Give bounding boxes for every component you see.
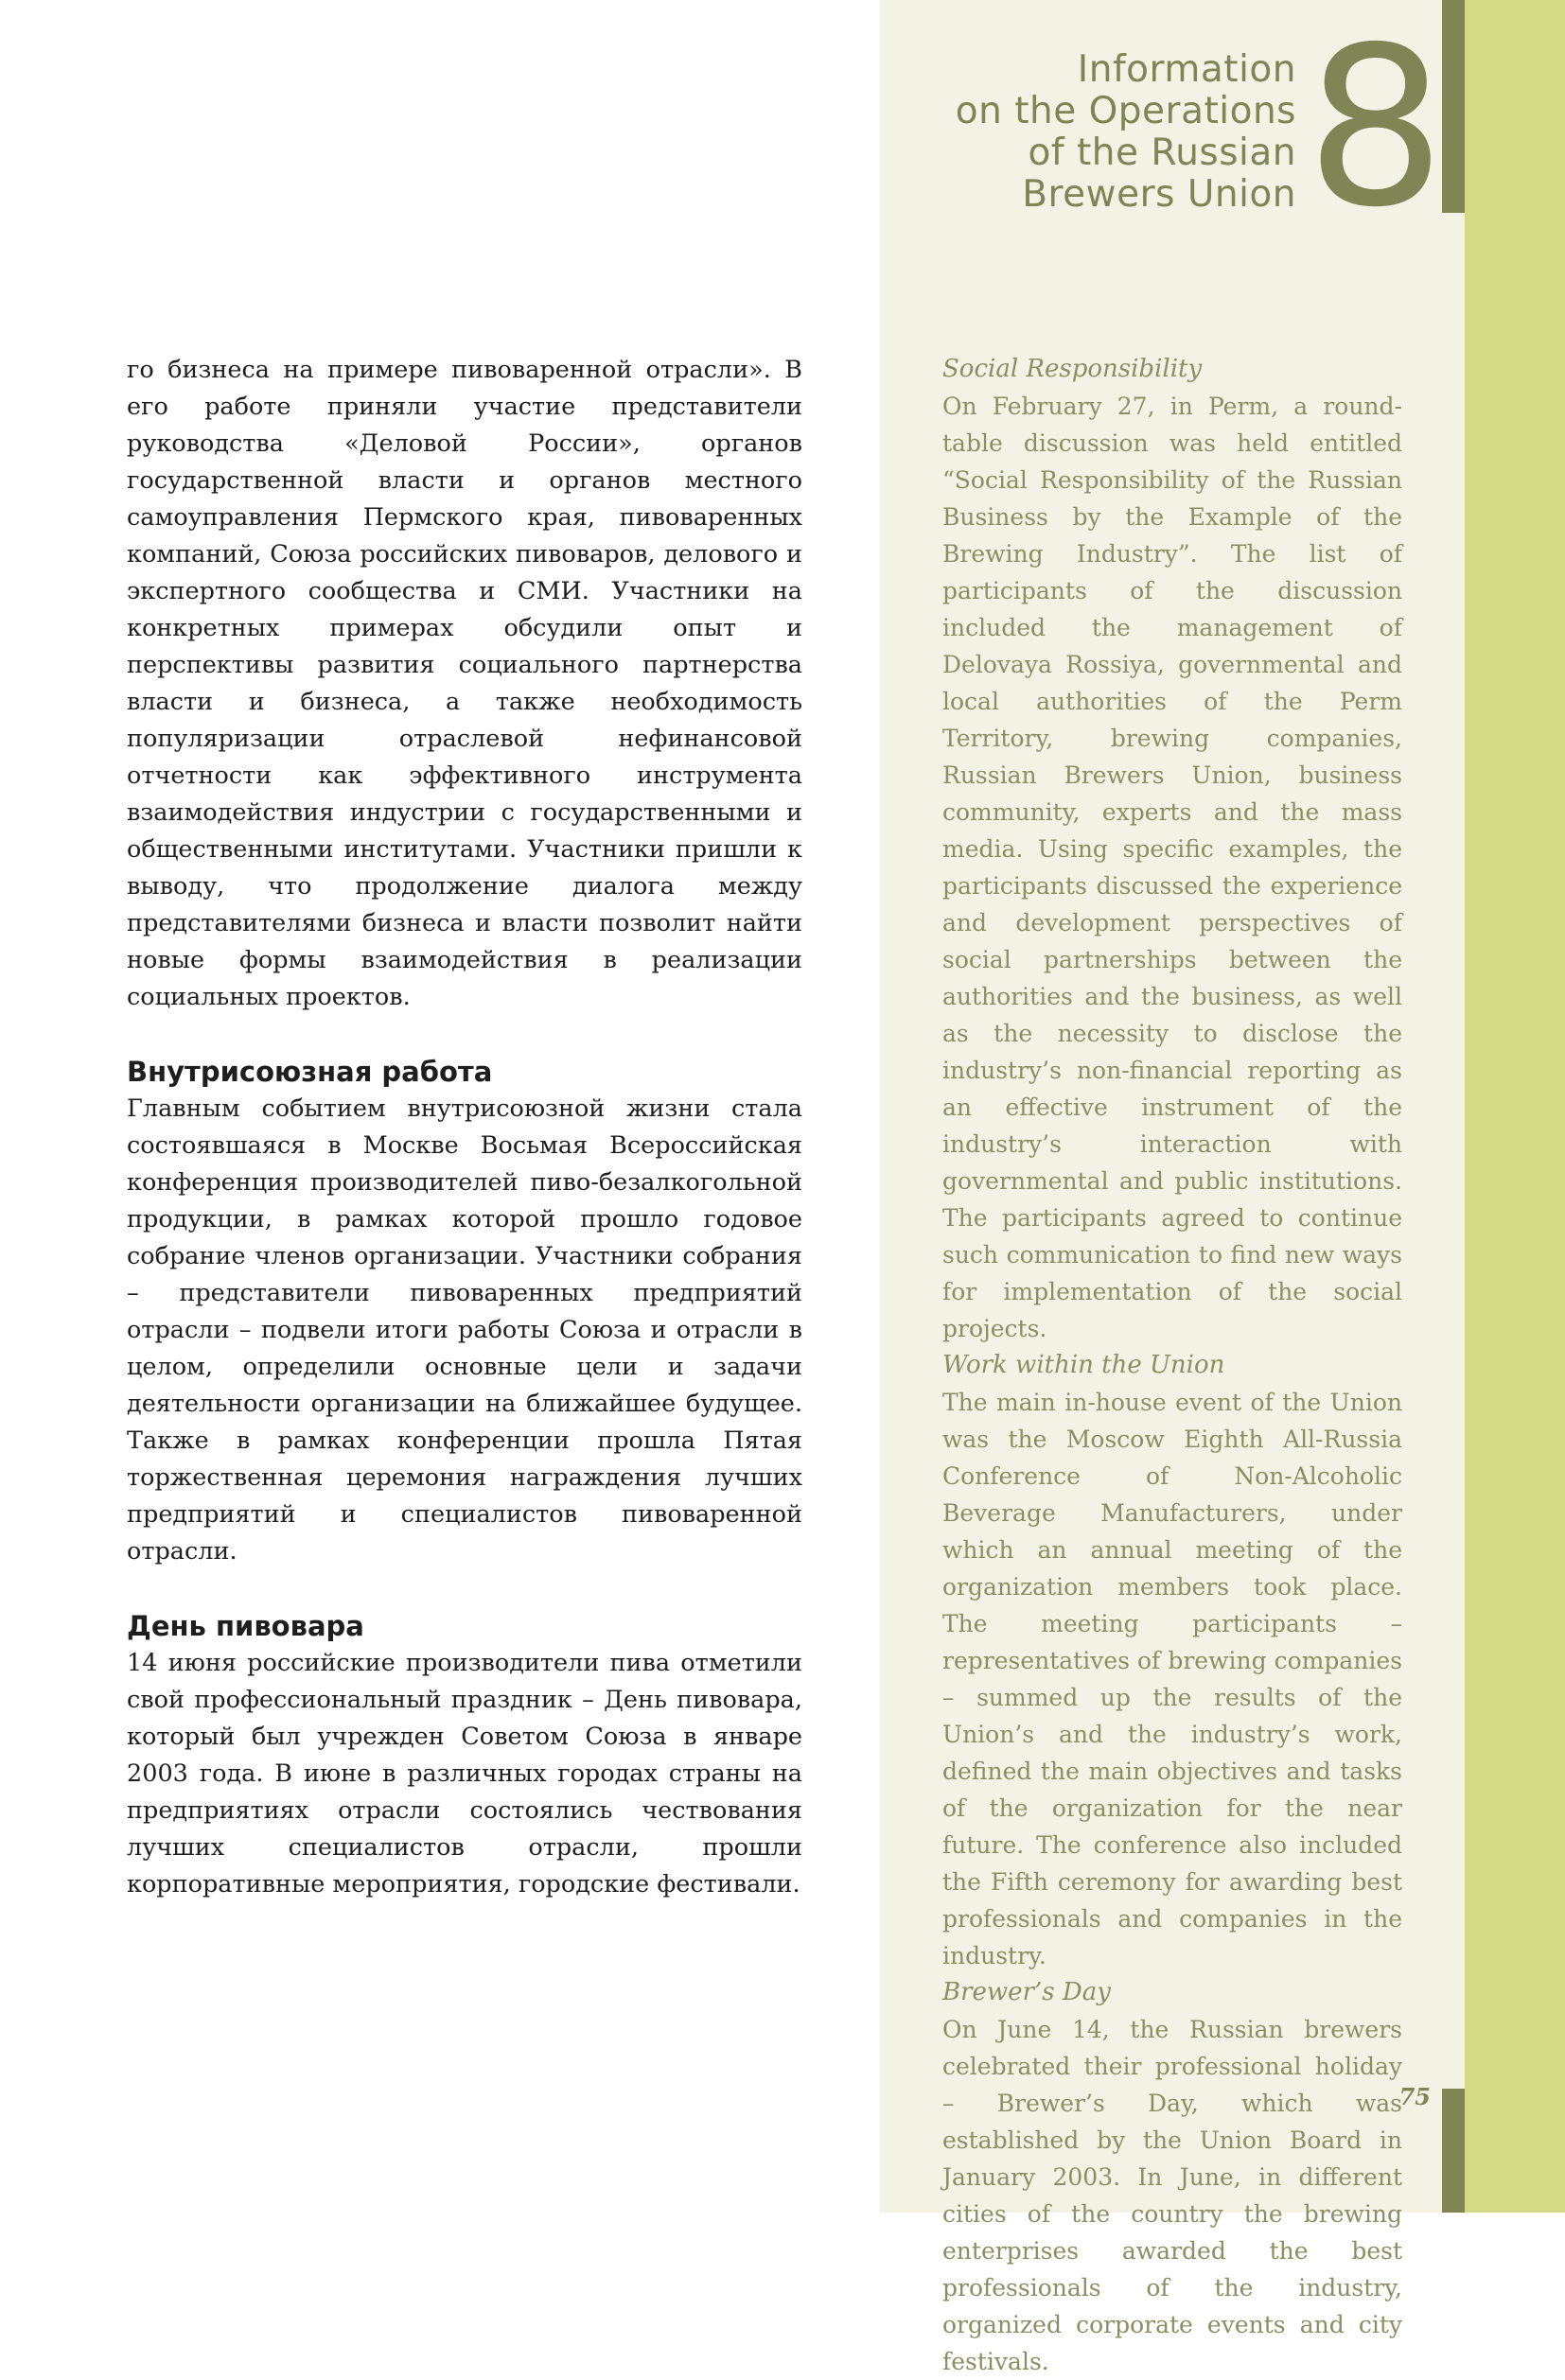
section-text-union-work: Главным событием внутрисоюзной жизни стала состоявшаяся в Москве Восьмая Всероссийская конференция производителей пиво-безалкогольной продукции, в рамках которой прошло годовое собрание членов организации. Участники собрания – представители пивоваренных предприятий отрасли – подвели итоги работы Союза и отрасли в целом, определили основные цели и задачи деятельности организации на ближайшее будущее. Также в рамках конференции прошла Пятая торжественная церемония награждения лучших предприятий и специалистов пивоваренной отрасли. bbox=[127, 1094, 802, 1566]
text-brewers-day: On June 14, the Russian brewers celebrated their professional holiday – Brewer’s Day, which was established by the Union Board in January 2003. In June, in different cities of the country the brewing enterprises awarded the best professionals of the industry, organized corporate events and city festivals. bbox=[942, 2016, 1402, 2375]
section-text-brewers-day: 14 июня российские производители пива отметили свой профессиональный праздник – День пивовара, который был учрежден Советом Союза в январе 2003 года. В июне в различных городах страны на предприятиях отрасли состоялись чествования лучших специалистов отрасли, прошли корпоративные мероприятия, городские фестивали. bbox=[127, 1649, 802, 1899]
text-social-responsibility: On February 27, in Perm, a round-table discussion was held entitled “Social Responsibility of the Russian Business by the Example of the Brewing Industry”. The list of participants of the discussion included the management of Delovaya Rossiya, governmental and local authorities of the Perm Territory, brewing companies, Russian Brewers Union, business community, experts and the mass media. Using specific examples, the participants discussed the experience and development perspectives of social partnerships between the authorities and the business, as well as the necessity to disclose the industry’s non-financial reporting as an effective instrument of the industry’s interaction with governmental and public institutions. The participants agreed to continue such communication to find new ways for implementation of the social projects. bbox=[942, 393, 1402, 1342]
chapter-title-line: Information bbox=[1077, 48, 1296, 91]
text-work-within-union: The main in-house event of the Union was the Moscow Eighth All-Russia Conference of Non-Alcoholic Beverage Manufacturers, under which an annual meeting of the organization members took place. The meeting participants – representatives of brewing companies – summed up the results of the Union’s and the industry’s work, defined the main objectives and tasks of the organization for the near future. The conference also included the Fifth ceremony for awarding best professionals and companies in the industry. bbox=[942, 1389, 1402, 1969]
section-heading-brewers-day: День пивовара bbox=[127, 1610, 364, 1642]
page-edge-strip bbox=[1465, 0, 1565, 2213]
heading-work-within-union: Work within the Union bbox=[942, 1351, 1225, 1379]
chapter-title bbox=[899, 49, 1296, 216]
chapter-title-line: on the Operations bbox=[955, 90, 1296, 132]
chapter-title-line: of the Russian bbox=[1028, 131, 1296, 174]
heading-brewers-day: Brewer’s Day bbox=[942, 1978, 1111, 2006]
heading-social-responsibility: Social Responsibility bbox=[942, 355, 1203, 383]
english-text-column bbox=[942, 351, 1402, 2380]
section-heading-union-work: Внутрисоюзная работа bbox=[127, 1056, 493, 1088]
russian-text-column bbox=[127, 352, 802, 1903]
page-number-tab-bar bbox=[1442, 2089, 1465, 2213]
page-number: 75 bbox=[1398, 2083, 1431, 2110]
intro-paragraph: го бизнеса на примере пивоваренной отрасли». В его работе приняли участие представители руководства «Деловой России», органов государственной власти и органов местного самоуправления Пермского края, пивоваренных компаний, Союза российских пивоваров, делового и экспертного сообщества и СМИ. Участники на конкретных примерах обсудили опыт и перспективы развития социального партнерства власти и бизнеса, а также необходимость популяризации отраслевой нефинансовой отчетности как эффективного инструмента взаимодействия индустрии с государственными и общественными институтами. Участники пришли к выводу, что продолжение диалога между представителями бизнеса и власти позволит найти новые формы взаимодействия в реализации социальных проектов. bbox=[127, 356, 802, 1011]
chapter-number: 8 bbox=[1306, 0, 1446, 255]
chapter-title-line: Brewers Union bbox=[1022, 173, 1296, 216]
